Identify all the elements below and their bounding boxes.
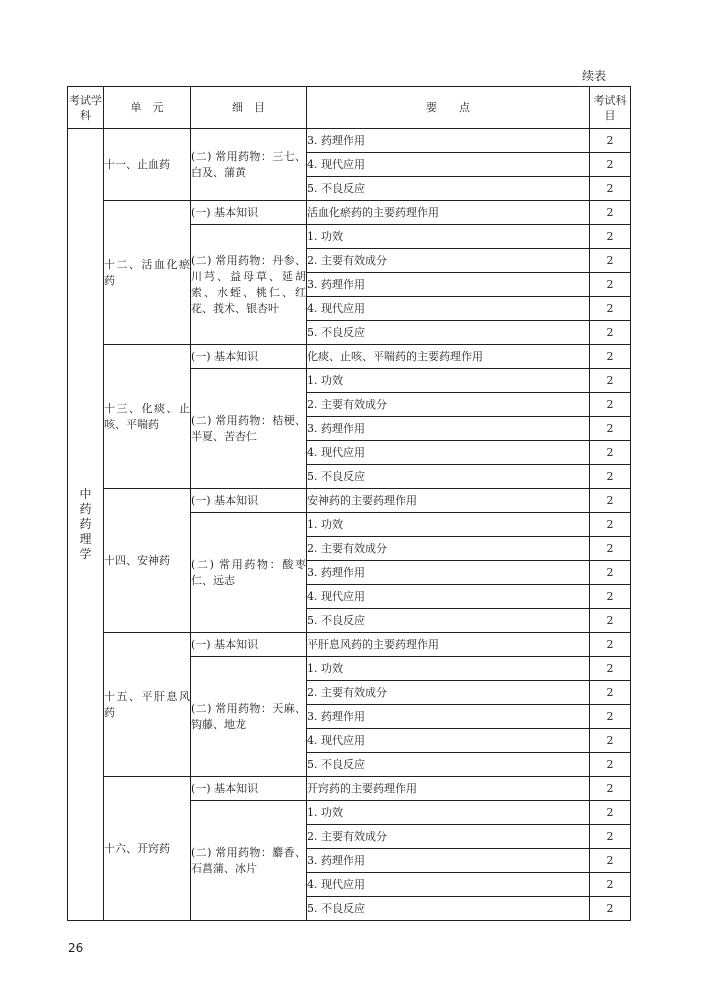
header-row: [68, 87, 631, 129]
table-row: [68, 489, 631, 513]
point-cell: 5. 不良反应: [307, 321, 590, 345]
item-cell: (二) 常用药物：天麻、钩藤、地龙: [191, 657, 307, 777]
item-cell: (二) 常用药物：桔梗、半夏、苦杏仁: [191, 369, 307, 489]
point-cell: 2. 主要有效成分: [307, 249, 590, 273]
exam-subject-cell: 2: [590, 369, 631, 393]
page-number: 26: [68, 941, 84, 955]
point-cell: 3. 药理作用: [307, 705, 590, 729]
item-cell: (一) 基本知识: [191, 489, 307, 513]
exam-subject-cell: 2: [590, 705, 631, 729]
exam-subject-cell: 2: [590, 153, 631, 177]
item-cell: (二) 常用药物：丹参、川芎、益母草、延胡索、水蛭、桃仁、红花、莪术、银杏叶: [191, 225, 307, 345]
item-cell: (二) 常用药物：三七、白及、蒲黄: [191, 129, 307, 201]
point-cell: 5. 不良反应: [307, 753, 590, 777]
exam-subject-cell: 2: [590, 657, 631, 681]
exam-subject-cell: 2: [590, 537, 631, 561]
unit-cell: 十四、安神药: [104, 489, 191, 633]
point-cell: 5. 不良反应: [307, 897, 590, 921]
header-item: 细 目: [191, 87, 307, 129]
point-cell: 3. 药理作用: [307, 849, 590, 873]
exam-subject-cell: 2: [590, 249, 631, 273]
subject-cell: [68, 129, 104, 921]
point-cell: 4. 现代应用: [307, 873, 590, 897]
exam-subject-cell: 2: [590, 417, 631, 441]
point-cell: 5. 不良反应: [307, 609, 590, 633]
continued-label: 续表: [582, 69, 607, 83]
exam-subject-cell: 2: [590, 513, 631, 537]
unit-cell: 十六、开窍药: [104, 777, 191, 921]
table-row: [68, 201, 631, 225]
exam-subject-cell: 2: [590, 201, 631, 225]
unit-cell: 十一、止血药: [104, 129, 191, 201]
exam-subject-cell: 2: [590, 561, 631, 585]
point-cell: 5. 不良反应: [307, 177, 590, 201]
exam-subject-cell: 2: [590, 489, 631, 513]
table-row: [68, 345, 631, 369]
item-cell: (二) 常用药物：麝香、石菖蒲、冰片: [191, 801, 307, 921]
point-cell: 1. 功效: [307, 801, 590, 825]
point-cell: 3. 药理作用: [307, 273, 590, 297]
point-cell: 1. 功效: [307, 513, 590, 537]
point-cell: 2. 主要有效成分: [307, 537, 590, 561]
table-row: [68, 633, 631, 657]
exam-subject-cell: 2: [590, 393, 631, 417]
point-cell: 5. 不良反应: [307, 465, 590, 489]
item-cell: (一) 基本知识: [191, 777, 307, 801]
point-cell: 2. 主要有效成分: [307, 393, 590, 417]
exam-subject-cell: 2: [590, 177, 631, 201]
exam-subject-cell: 2: [590, 129, 631, 153]
exam-subject-cell: 2: [590, 681, 631, 705]
exam-subject-cell: 2: [590, 729, 631, 753]
exam-subject-cell: 2: [590, 753, 631, 777]
exam-subject-cell: 2: [590, 345, 631, 369]
exam-subject-cell: 2: [590, 297, 631, 321]
item-cell: (一) 基本知识: [191, 201, 307, 225]
exam-subject-cell: 2: [590, 465, 631, 489]
point-cell: 2. 主要有效成分: [307, 681, 590, 705]
point-cell: 1. 功效: [307, 225, 590, 249]
exam-subject-cell: 2: [590, 585, 631, 609]
header-points: 要 点: [307, 87, 590, 129]
unit-cell: 十二、活血化瘀药: [104, 201, 191, 345]
header-exam-subject: 考试科目: [590, 87, 631, 129]
exam-subject-cell: 2: [590, 273, 631, 297]
exam-subject-cell: 2: [590, 777, 631, 801]
unit-cell: 十五、平肝息风药: [104, 633, 191, 777]
exam-subject-cell: 2: [590, 825, 631, 849]
exam-subject-cell: 2: [590, 441, 631, 465]
item-cell: (一) 基本知识: [191, 633, 307, 657]
exam-subject-cell: 2: [590, 633, 631, 657]
table-body: [68, 129, 631, 921]
item-cell: (一) 基本知识: [191, 345, 307, 369]
point-cell: 4. 现代应用: [307, 729, 590, 753]
point-cell: 活血化瘀药的主要药理作用: [307, 201, 590, 225]
unit-cell: 十三、化痰、止咳、平喘药: [104, 345, 191, 489]
header-subject: 考试学科: [68, 87, 104, 129]
point-cell: 开窍药的主要药理作用: [307, 777, 590, 801]
exam-subject-cell: 2: [590, 225, 631, 249]
subject-name: 中药药理学: [79, 486, 92, 561]
point-cell: 4. 现代应用: [307, 585, 590, 609]
point-cell: 平肝息风药的主要药理作用: [307, 633, 590, 657]
point-cell: 3. 药理作用: [307, 417, 590, 441]
exam-subject-cell: 2: [590, 801, 631, 825]
exam-subject-cell: 2: [590, 849, 631, 873]
point-cell: 3. 药理作用: [307, 561, 590, 585]
syllabus-table: [67, 86, 631, 921]
item-cell: (二) 常用药物：酸枣仁、远志: [191, 513, 307, 633]
point-cell: 2. 主要有效成分: [307, 825, 590, 849]
point-cell: 4. 现代应用: [307, 297, 590, 321]
exam-subject-cell: 2: [590, 321, 631, 345]
point-cell: 4. 现代应用: [307, 153, 590, 177]
point-cell: 4. 现代应用: [307, 441, 590, 465]
point-cell: 化痰、止咳、平喘药的主要药理作用: [307, 345, 590, 369]
table-row: [68, 129, 631, 153]
exam-subject-cell: 2: [590, 609, 631, 633]
exam-subject-cell: 2: [590, 873, 631, 897]
header-unit: 单 元: [104, 87, 191, 129]
point-cell: 1. 功效: [307, 369, 590, 393]
table-row: [68, 777, 631, 801]
exam-subject-cell: 2: [590, 897, 631, 921]
point-cell: 安神药的主要药理作用: [307, 489, 590, 513]
point-cell: 3. 药理作用: [307, 129, 590, 153]
point-cell: 1. 功效: [307, 657, 590, 681]
